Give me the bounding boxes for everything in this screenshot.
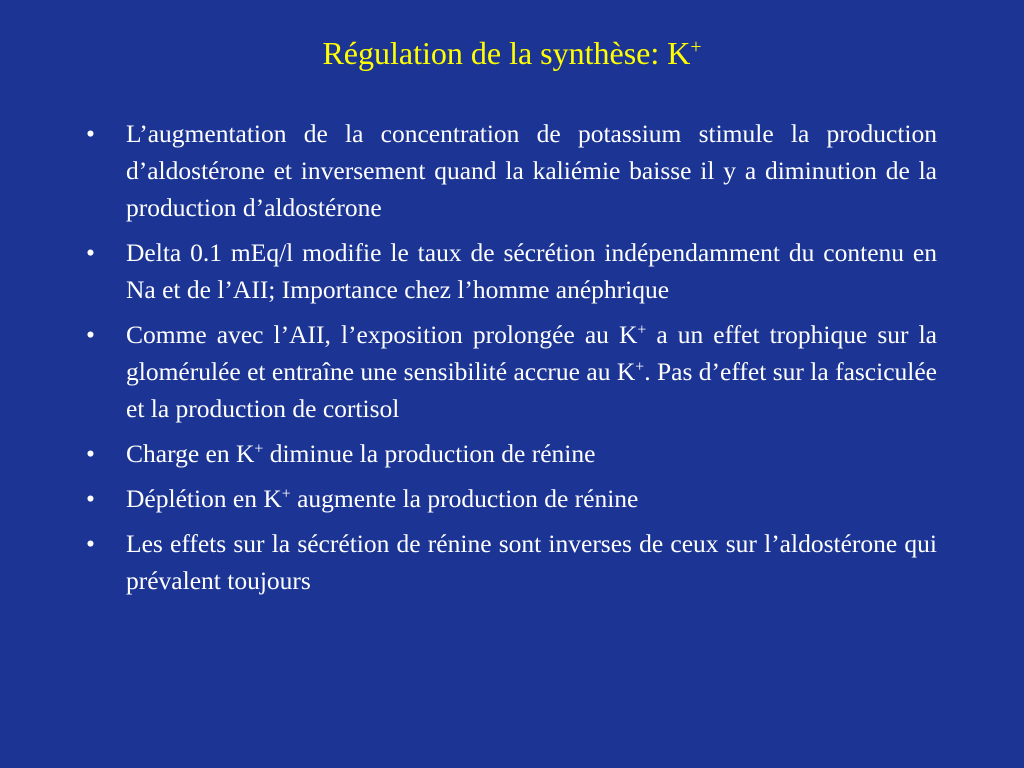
superscript-plus: +: [637, 321, 647, 339]
slide-title-superscript: +: [690, 36, 702, 59]
bullet-text-part: Les effets sur la sécrétion de rénine sont inverses de ceux sur l’aldostérone qui prévalent toujours: [126, 529, 937, 595]
bullet-item: [86, 234, 937, 308]
bullet-text: [126, 115, 937, 226]
superscript-plus: +: [635, 358, 645, 376]
bullet-item: [86, 316, 937, 427]
slide-title: [0, 32, 1024, 74]
slide-title-text: Régulation de la synthèse: K: [322, 35, 691, 71]
bullet-item: [86, 525, 937, 599]
bullet-item: [86, 435, 937, 472]
bullet-marker: •: [86, 320, 95, 349]
bullet-marker: •: [86, 484, 95, 513]
bullet-item: [86, 115, 937, 226]
bullet-text-part: . Pas d’effet sur la fasciculée et la production de cortisol: [126, 357, 937, 423]
bullet-text-part: Delta 0.1 mEq/l modifie le taux de sécrétion indépendamment du contenu en Na et de l’AII; Importance chez l’homme anéphrique: [126, 238, 937, 304]
bullet-text-part: a un effet trophique sur la glomérulée et entraîne une sensibilité accrue au K: [126, 320, 937, 386]
bullet-text-part: Déplétion en K: [126, 484, 282, 513]
superscript-plus: +: [254, 440, 264, 458]
bullet-list: [86, 115, 937, 607]
bullet-text-part: L’augmentation de la concentration de potassium stimule la production d’aldostérone et inversement quand la kaliémie baisse il y a diminution de la production d’aldostérone: [126, 119, 937, 222]
bullet-text-part: diminue la production de rénine: [263, 439, 596, 468]
bullet-text: [126, 480, 937, 517]
bullet-text: [126, 316, 937, 427]
bullet-text-part: Charge en K: [126, 439, 255, 468]
bullet-marker: •: [86, 529, 95, 558]
bullet-item: [86, 480, 937, 517]
bullet-text: [126, 234, 937, 308]
bullet-text: [126, 525, 937, 599]
bullet-marker: •: [86, 238, 95, 267]
bullet-text-part: Comme avec l’AII, l’exposition prolongée au K: [126, 320, 638, 349]
bullet-text-part: augmente la production de rénine: [290, 484, 639, 513]
bullet-text: [126, 435, 937, 472]
bullet-marker: •: [86, 439, 95, 468]
bullet-marker: •: [86, 119, 95, 148]
superscript-plus: +: [281, 485, 291, 503]
